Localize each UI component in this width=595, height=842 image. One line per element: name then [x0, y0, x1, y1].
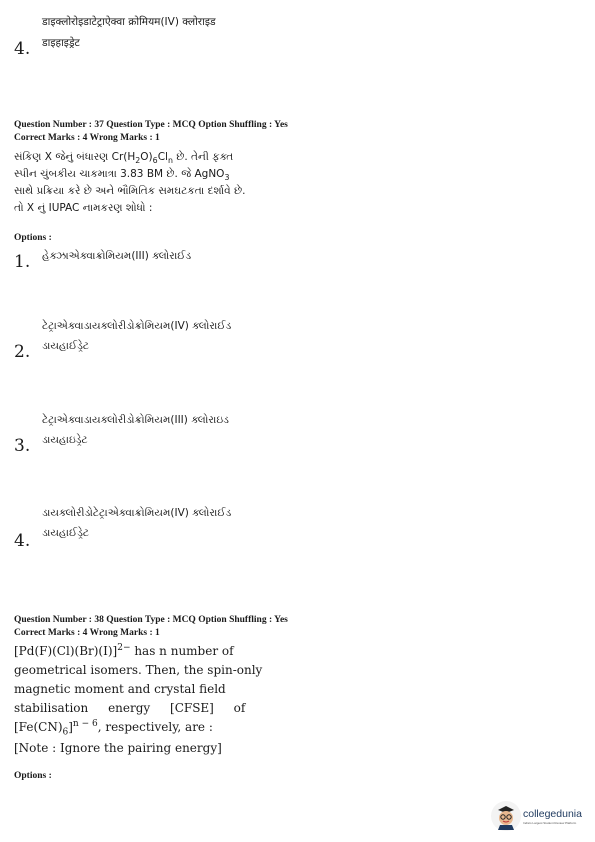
q37-option-3-line1: ટેટ્રાએક્વાડાયક્લોરીડોક્રોમિયમ(III) ક્લોરાઇડ	[42, 414, 229, 426]
q37-option-2-line2: ડાયહાઈડ્રેટ	[42, 340, 89, 352]
q37-option-2-line1: ટેટ્રાએક્વાડાયક્લોરીડોક્રોમિયમ(IV) ક્લોરાઈડ	[42, 320, 232, 332]
q37-text-line1: સંકિણ X જેનું બંધારણ $Cr(H_2O)_6Cl_n$ છે. તેની ફક્ત	[14, 151, 234, 166]
q37-option-4-line2: ડાયહાઈડ્રેટ	[42, 527, 89, 539]
q37-option-3-line2: ડાયહાઇડ્રેટ	[42, 434, 88, 446]
logo-mascot-icon	[491, 801, 521, 831]
q37-option-4-number: 4.	[14, 531, 31, 551]
q38-options-label: Options :	[14, 771, 52, 781]
q37-option-1	[14, 246, 274, 276]
q37-text-line2: સ્પીન ચુંબકીય ચાકમાત્રા 3.83 BM છે. જે AgNO$_3$	[14, 168, 230, 183]
q38-text-line6: [Note : Ignore the pairing energy]	[14, 741, 222, 755]
q37-text-line4: તો X નું IUPAC નામકરણ શોધો :	[14, 202, 153, 214]
q37-option-2-number: 2.	[14, 342, 31, 362]
prev-option-4-line1: डाइक्लोरोइडाटेट्राऐक्वा क्रोमियम(IV) क्लोराइड	[42, 16, 216, 28]
q37-option-4-line1: ડાયક્લોરીડોટેટ્રાએક્વાક્રોમિયમ(IV) ક્લોરાઈડ	[42, 507, 232, 519]
q37-meta-line2: Correct Marks : 4 Wrong Marks : 1	[14, 133, 160, 143]
q38-text-line4: stabilisation energy [CFSE] of	[14, 701, 246, 715]
q38-text-line5: $[Fe(CN)_6]^{n - 6}$, respectively, are :	[14, 719, 213, 738]
q38-question-text	[14, 642, 263, 758]
prev-option-4-line2: डाइहाइड्रेट	[42, 37, 80, 49]
q37-option-1-number: 1.	[14, 252, 31, 272]
q38-text-line2: geometrical isomers. Then, the spin-only	[14, 663, 263, 677]
q37-options-label: Options :	[14, 233, 52, 243]
prev-option-4	[14, 14, 314, 64]
q37-option-3	[14, 412, 274, 457]
q37-question-text	[14, 149, 269, 217]
q37-option-3-number: 3.	[14, 436, 31, 456]
q37-option-1-line1: હેક્ઝાએક્વાક્રોમિયમ(III) ક્લોરાઈડ	[42, 250, 192, 262]
collegedunia-logo[interactable]	[491, 800, 591, 834]
logo-brand-name: collegedunia	[523, 808, 582, 820]
q37-option-2	[14, 318, 274, 363]
q38-text-line3: magnetic moment and crystal field	[14, 682, 226, 696]
q38-meta-line2: Correct Marks : 4 Wrong Marks : 1	[14, 628, 160, 638]
q37-text-line3: સાથે પ્રક્રિયા કરે છે અને ભૌમિતિક સમઘટકતા દર્શાવે છે.	[14, 185, 246, 197]
q37-meta-line1: Question Number : 37 Question Type : MCQ Option Shuffling : Yes	[14, 120, 288, 130]
q38-meta-line1: Question Number : 38 Question Type : MCQ Option Shuffling : Yes	[14, 615, 288, 625]
q38-text-line1: $[Pd(F)(Cl)(Br)(I)]^{2-}$ has n number of	[14, 643, 234, 658]
q37-option-4	[14, 505, 274, 553]
prev-option-4-number: 4.	[14, 39, 31, 59]
logo-tagline: India's Largest Student Review Platform	[523, 821, 577, 825]
